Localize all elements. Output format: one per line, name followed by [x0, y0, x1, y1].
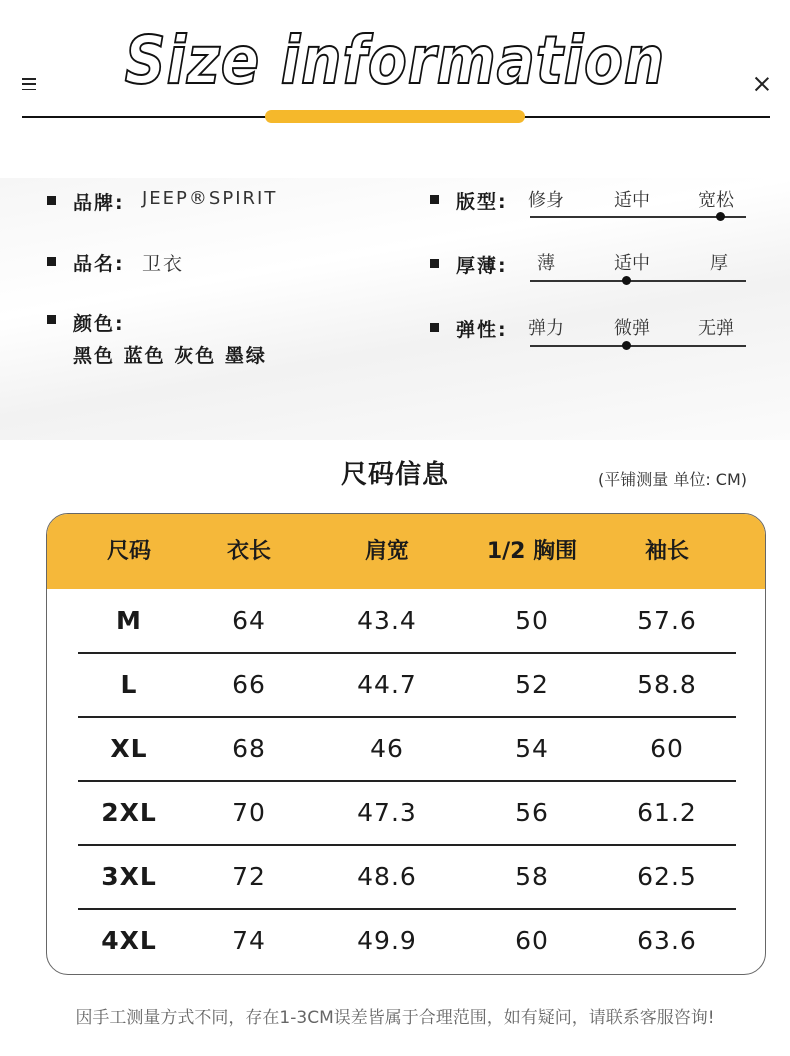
header-cell: 尺码: [106, 539, 151, 564]
measure-cell: 74: [232, 926, 266, 955]
size-cell: 2XL: [101, 798, 157, 827]
table-row: [47, 909, 765, 973]
measure-cell: 46: [370, 734, 404, 763]
measure-cell: 58: [515, 862, 549, 891]
measure-cell: 49.9: [357, 926, 417, 955]
bullet-icon: [430, 259, 439, 268]
table-row: [47, 653, 765, 717]
size-section-title: 尺码信息: [340, 460, 449, 490]
bullet-icon: [47, 257, 56, 266]
bullet-icon: [430, 323, 439, 332]
elasticity-label: 弹性:: [456, 319, 508, 341]
measure-cell: 47.3: [357, 798, 417, 827]
color-values: 黑色 蓝色 灰色 墨绿: [73, 345, 267, 367]
name-label: 品名:: [73, 253, 125, 275]
elasticity-option: 无弹: [698, 318, 734, 339]
measure-cell: 62.5: [637, 862, 697, 891]
elasticity-option: 微弹: [614, 318, 650, 339]
close-icon[interactable]: [752, 74, 772, 94]
fit-option: 宽松: [698, 190, 734, 211]
brand-label: 品牌:: [73, 192, 125, 214]
fit-option: 修身: [528, 190, 564, 211]
table-row: [47, 781, 765, 845]
color-label: 颜色:: [73, 313, 125, 335]
fit-scale-line: [530, 216, 746, 218]
measure-cell: 60: [650, 734, 684, 763]
thickness-option: 厚: [710, 253, 728, 274]
measure-cell: 68: [232, 734, 266, 763]
measure-cell: 44.7: [357, 670, 417, 699]
measure-cell: 58.8: [637, 670, 697, 699]
thickness-option: 适中: [614, 253, 650, 274]
measure-cell: 64: [232, 606, 266, 635]
thickness-indicator-dot: [622, 276, 631, 285]
header-cell: 袖长: [644, 539, 689, 564]
bullet-icon: [430, 195, 439, 204]
measure-cell: 72: [232, 862, 266, 891]
header-cell: 肩宽: [364, 539, 409, 564]
measure-cell: 48.6: [357, 862, 417, 891]
elasticity-option: 弹力: [528, 318, 564, 339]
measure-cell: 50: [515, 606, 549, 635]
table-row: [47, 717, 765, 781]
table-row: [47, 845, 765, 909]
measure-cell: 61.2: [637, 798, 697, 827]
bullet-icon: [47, 196, 56, 205]
size-cell: XL: [110, 734, 148, 763]
measure-cell: 63.6: [637, 926, 697, 955]
fit-option: 适中: [614, 190, 650, 211]
brand-value: JEEP®SPIRIT: [142, 188, 278, 209]
unit-note: (平铺测量 单位: CM): [598, 470, 748, 489]
size-cell: 4XL: [101, 926, 157, 955]
name-value: 卫衣: [142, 253, 185, 275]
fit-label: 版型:: [456, 191, 508, 213]
measure-cell: 70: [232, 798, 266, 827]
size-table: [46, 513, 766, 975]
header-accent-bar: [265, 110, 525, 123]
thickness-option: 薄: [537, 253, 555, 274]
size-cell: 3XL: [101, 862, 157, 891]
elasticity-indicator-dot: [622, 341, 631, 350]
table-row: [47, 589, 765, 653]
size-cell: M: [116, 606, 142, 635]
measure-cell: 43.4: [357, 606, 417, 635]
elasticity-scale-line: [530, 345, 746, 347]
footer-note: 因手工测量方式不同，存在1-3CM误差皆属于合理范围，如有疑问，请联系客服咨询!: [75, 1008, 715, 1028]
measure-cell: 60: [515, 926, 549, 955]
size-table-header: [47, 514, 765, 589]
measure-cell: 66: [232, 670, 266, 699]
hamburger-menu-icon[interactable]: [22, 78, 36, 90]
header-cell: 衣长: [226, 539, 271, 564]
size-cell: L: [120, 670, 138, 699]
measure-cell: 56: [515, 798, 549, 827]
thickness-scale-line: [530, 280, 746, 282]
measure-cell: 57.6: [637, 606, 697, 635]
bullet-icon: [47, 315, 56, 324]
page-title: Size information: [124, 22, 666, 99]
measure-cell: 52: [515, 670, 549, 699]
fit-indicator-dot: [716, 212, 725, 221]
thickness-label: 厚薄:: [456, 255, 508, 277]
header-cell: 1/2 胸围: [486, 539, 578, 564]
measure-cell: 54: [515, 734, 549, 763]
